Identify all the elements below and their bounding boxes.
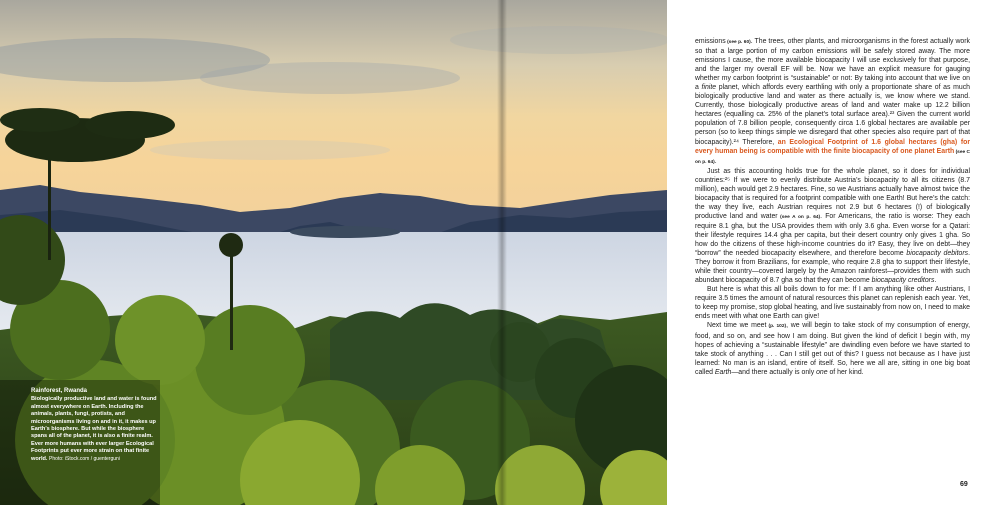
page-reference: (p. 102) bbox=[766, 324, 787, 330]
page-reference: (see p. 60) bbox=[725, 40, 751, 45]
page-reference: (see A on p. 64) bbox=[777, 214, 821, 220]
page-number: 69 bbox=[960, 481, 968, 488]
paragraph-3: But here is what this all boils down to for me: If I am anything like other Austrians, I require 3.5 times the amount of natural resources this planet can replenish each year. Yet, to keep my promise, stop global heating, and live sustainably from now on, I need to make ends meet with what one Earth can give! bbox=[695, 286, 971, 321]
caption-body: Biologically productive land and water is found almost everywhere on Earth. Including the animals, plants, fungi, protists, and microorganisms living on and in it, it makes up Earth’s biosphere. But while the biosphere spans all of the planet, it is also a finite realm. Ever more humans with ever larger Ecological Footprints put ever more strain on that finite world. bbox=[31, 396, 157, 462]
paragraph-2: Just as this accounting holds true for the whole planet, so it does for individual countries:²⁵ If we were to evenly distribute Austria’s biocapacity to all its citizens (8.7 million), each would get 2.9 hectares. Fine, so we Austrians actually have almost twice the biocapacity that is required for a footprint compatible with one Earth! But here’s the catch: the way they live, each Austrian requires not 2.9 but 6 hectares (!) of biologically productive land and water (see A on p. 64). For Americans, the ratio is worse: They each require 8.1 gha, but the USA provides them with only 3.6 gha. Even worse for a Qatari: their lifestyle requires 14.4 gha per capita, but their desert country only gives 1 gha. So how do the citizens of these high-income countries do it? Easy, they live on debt—they “borrow” the needed biocapacity elsewhere, and therefore become biocapacity debitors. They borrow it from Brazilians, for example, who require 2.8 gha to support their lifestyle, while their country—covered largely by the Amazon rainforest—provides them with such abundant biocapacity of 8.7 gha so that they can become biocapacity creditors. bbox=[695, 167, 970, 285]
page-reference: (see C on p. 64) bbox=[695, 149, 970, 165]
caption-title: Rainforest, Rwanda bbox=[31, 388, 88, 394]
book-gutter bbox=[497, 0, 507, 505]
highlight-text: an Ecological Footprint of 1.6 global hectares (gha) for every human being is compatible with the finite biocapacity of one planet Earth bbox=[695, 138, 971, 155]
caption-credit: Photo: iStock.com / guenterguni bbox=[49, 455, 120, 462]
body-text bbox=[695, 37, 970, 377]
paragraph-4: Next time we meet (p. 102), we will begin to take stock of my consumption of energy, food, and so on, and see how I am doing. But given the kind of deficit I begin with, my hopes of achieving a “sustainable lifestyle” are dwindling even before we have started to take stock of anything . . . Can I still get out of this? I guess not because as I have just learned: No man is an island, entire of itself. So, here we all are, sitting in one big boat called Earth—and there actually is only one of her kind. bbox=[695, 322, 970, 376]
photo-caption bbox=[31, 388, 159, 463]
paragraph-1: emissions (see p. 60). The trees, other plants, and microorganisms in the forest actually work so that a large portion of my carbon emissions will be safely stored away. The more emissions I cause, the more available biocapacity I will use exclusively for that purpose, and the larger my overall EF will be. Now we have an explicit measure for gauging whether my carbon footprint is “sustainable” or not: By taking into account that we live on a finite planet, which affords every earthling with only a proportionate share of as much biologically productive land and water as there actually is, we know where we stand. Currently, those biologically productive areas of land and water make up 12.2 billion hectares (equalling ca. 25% of the planet’s total surface area).²³ Given the current world population of 7.8 billion people, consequently circa 1.6 global hectares are available per person (so to keep things simple we disregard that other species also require part of that biocapacity).²⁴ Therefore, an Ecological Footprint of 1.6 global hectares (gha) for every human being is compatible with the finite biocapacity of one planet Earth (see C on p. 64). bbox=[695, 38, 971, 165]
